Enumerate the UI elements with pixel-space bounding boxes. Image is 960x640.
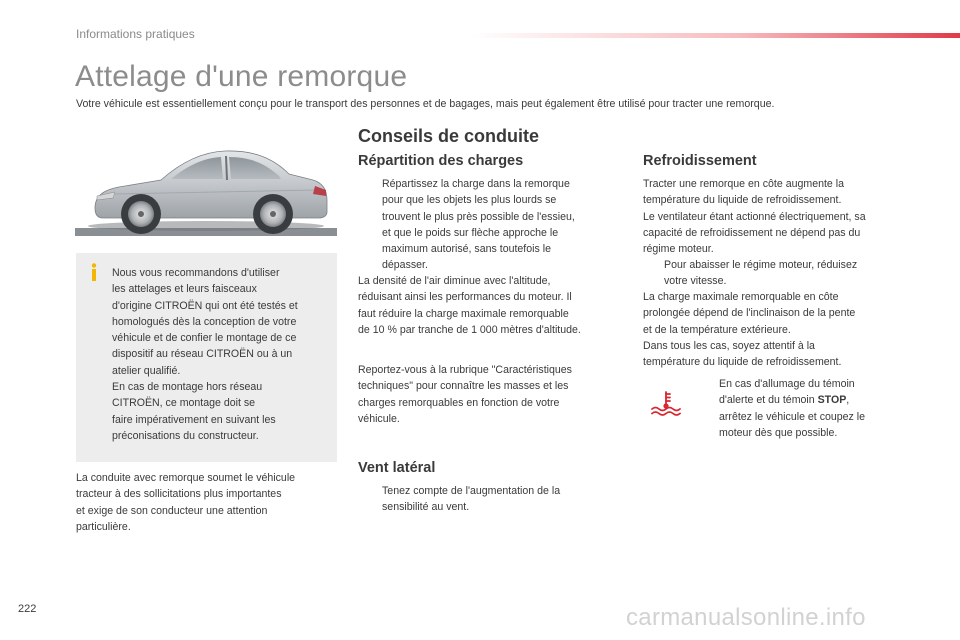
page-number: 222 xyxy=(18,603,37,615)
text-line: température du liquide de refroidissement. xyxy=(643,356,842,369)
text-line: Dans tous les cas, soyez attentif à la xyxy=(643,339,815,352)
watermark: carmanualsonline.info xyxy=(626,604,866,631)
text-line: trouvent le plus près possible de l'essieu, xyxy=(382,210,575,223)
section-header: Informations pratiques xyxy=(76,27,195,41)
text-line: arrêtez le véhicule et coupez le xyxy=(719,410,866,423)
text-line: techniques" pour connaître les masses et les xyxy=(358,380,569,393)
text-line: Le ventilateur étant actionné électriquement, sa xyxy=(643,210,866,223)
info-text xyxy=(112,265,334,444)
info-line: véhicule et de confier le montage de ce xyxy=(112,332,297,345)
info-line: les attelages et leurs faisceaux xyxy=(112,283,257,296)
text-line: sensibilité au vent. xyxy=(382,501,470,514)
text-line: maximum autorisé, sans toutefois le xyxy=(382,243,551,256)
text-line: faut réduire la charge maximale remorquable xyxy=(358,307,569,320)
stop-label: STOP xyxy=(817,394,847,407)
text-line: de 10 % par tranche de 1 000 mètres d'altitude. xyxy=(358,323,581,336)
info-line: Nous vous recommandons d'utiliser xyxy=(112,267,280,279)
text-line: Tenez compte de l'augmentation de la xyxy=(382,485,561,497)
info-line: dispositif au réseau CITROËN ou à un xyxy=(112,348,293,361)
info-line: préconisations du constructeur. xyxy=(112,429,259,442)
info-line: d'origine CITROËN qui ont été testés et xyxy=(112,299,298,312)
intro-text: Votre véhicule est essentiellement conçu pour le transport des personnes et de bagages, mais peut également être utilisé pour tracter une remorque. xyxy=(76,98,775,110)
info-line: atelier qualifié. xyxy=(112,364,181,377)
bullet-vent xyxy=(358,483,620,516)
info-box xyxy=(76,253,337,462)
text-line: réduisant ainsi les performances du moteur. Il xyxy=(358,291,572,304)
text-line: En cas d'allumage du témoin xyxy=(719,378,855,390)
text-line: Tracter une remorque en côte augmente la xyxy=(643,178,845,190)
bullet-refroidissement-2 xyxy=(698,376,918,441)
header-rule xyxy=(470,33,960,38)
text-line: prolongée dépend de l'inclinaison de la pente xyxy=(643,307,856,320)
car-illustration xyxy=(75,130,337,240)
coolant-temperature-warning-icon xyxy=(649,390,683,416)
info-line: En cas de montage hors réseau xyxy=(112,381,263,394)
text-line: moteur dès que possible. xyxy=(719,426,838,439)
refroidissement-paragraph-1 xyxy=(643,176,913,257)
info-line: homologués dès la conception de votre xyxy=(112,315,297,328)
repartition-paragraph-2 xyxy=(358,362,620,427)
text-line: Répartissez la charge dans la remorque xyxy=(382,178,570,190)
text-line: capacité de refroidissement ne dépend pas du xyxy=(643,226,861,239)
info-line: faire impérativement en suivant les xyxy=(112,413,276,426)
bullet-refroidissement-1 xyxy=(643,257,913,290)
text-line: Pour abaisser le régime moteur, réduisez xyxy=(664,259,858,271)
heading-repartition: Répartition des charges xyxy=(358,153,524,169)
info-line: CITROËN, ce montage doit se xyxy=(112,397,256,410)
left-paragraph xyxy=(76,470,338,535)
text-line: La conduite avec remorque soumet le véhicule xyxy=(76,472,296,484)
text-line: température du liquide de refroidissement. xyxy=(643,194,842,207)
bullet-repartition xyxy=(358,176,620,274)
text-line: et que le poids sur flèche approche le xyxy=(382,226,559,239)
text-fragment: d'alerte et du témoin xyxy=(719,394,818,407)
text-line: La densité de l'air diminue avec l'altitude, xyxy=(358,275,551,287)
page-title: Attelage d'une remorque xyxy=(75,60,408,93)
text-line: tracteur à des sollicitations plus importantes xyxy=(76,488,282,501)
text-line: régime moteur. xyxy=(643,243,714,256)
text-line: véhicule. xyxy=(358,412,400,425)
text-line: dépasser. xyxy=(382,259,428,272)
text-fragment: , xyxy=(846,394,850,407)
text-line: et exige de son conducteur une attention xyxy=(76,504,268,517)
info-icon xyxy=(89,263,99,281)
refroidissement-paragraph-2 xyxy=(643,289,913,370)
text-line: charges remorquables en fonction de votre xyxy=(358,396,560,409)
text-line: La charge maximale remorquable en côte xyxy=(643,291,839,303)
text-line: et de la température extérieure. xyxy=(643,323,791,336)
text-line xyxy=(719,392,918,408)
heading-refroidissement: Refroidissement xyxy=(643,153,757,169)
text-line: pour que les objets les plus lourds se xyxy=(382,194,557,207)
repartition-paragraph-1 xyxy=(358,273,623,338)
main-heading: Conseils de conduite xyxy=(358,126,540,146)
heading-vent-lateral: Vent latéral xyxy=(358,460,436,476)
text-line: votre vitesse. xyxy=(664,275,727,288)
text-line: Reportez-vous à la rubrique "Caractéristiques xyxy=(358,364,572,376)
text-line: particulière. xyxy=(76,520,131,533)
